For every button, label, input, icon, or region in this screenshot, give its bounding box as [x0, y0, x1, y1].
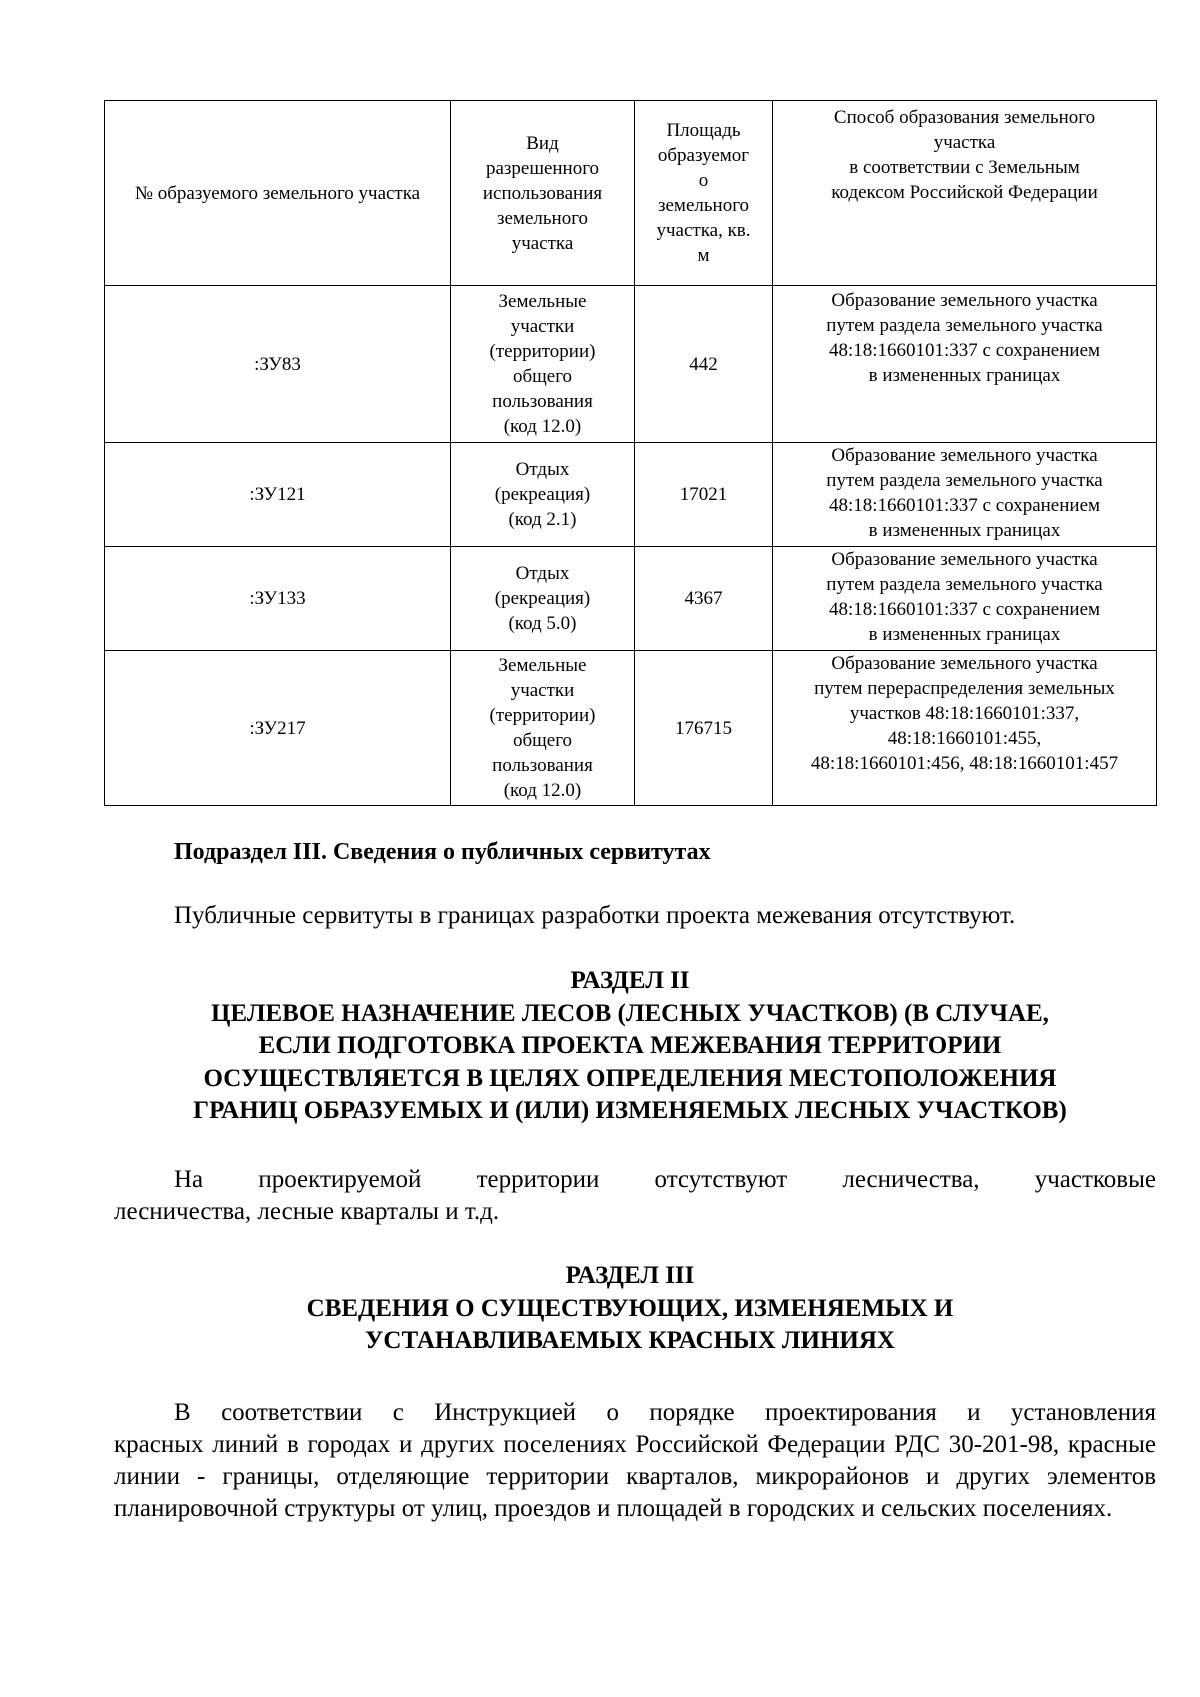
- cell-plot-id: :ЗУ83: [105, 286, 451, 443]
- cell-formation-method: Образование земельного участка путем раздела земельного участка 48:18:1660101:337 с сохранением в измененных границах: [773, 547, 1157, 651]
- cell-permitted-use: Земельные участки (территории) общего пользования (код 12.0): [451, 651, 635, 806]
- cell-area: 17021: [635, 443, 773, 547]
- subsection-title: Подраздел III. Сведения о публичных сервитутах: [174, 839, 711, 865]
- cell-plot-id: :ЗУ217: [105, 651, 451, 806]
- header-formation-method: Способ образования земельного участка в соответствии с Земельным кодексом Российской Федерации: [773, 101, 1157, 286]
- table-row: [105, 286, 1157, 443]
- table-row: [105, 443, 1157, 547]
- forests-paragraph-rest: лесничества, лесные кварталы и т.д.: [114, 1198, 500, 1225]
- section-2-line: ОСУЩЕСТВЛЯЕТСЯ В ЦЕЛЯХ ОПРЕДЕЛЕНИЯ МЕСТОПОЛОЖЕНИЯ: [203, 1064, 1057, 1092]
- header-plot-number: № образуемого земельного участка: [105, 101, 451, 286]
- section-3-line: РАЗДЕЛ III: [565, 1262, 695, 1289]
- land-plots-table: [104, 100, 1157, 806]
- red-lines-paragraph-first-line: В соответствии с Инструкцией о порядке проектирования и установления: [174, 1399, 1156, 1426]
- section-2-line: ГРАНИЦ ОБРАЗУЕМЫХ И (ИЛИ) ИЗМЕНЯЕМЫХ ЛЕСНЫХ УЧАСТКОВ): [193, 1097, 1067, 1124]
- section-2-line: ЦЕЛЕВОЕ НАЗНАЧЕНИЕ ЛЕСОВ (ЛЕСНЫХ УЧАСТКОВ) (В СЛУЧАЕ,: [211, 999, 1049, 1027]
- servitudes-paragraph: Публичные сервитуты в границах разработки проекта межевания отсутствуют.: [174, 902, 1016, 929]
- forests-paragraph: [114, 1164, 1156, 1228]
- cell-permitted-use: Земельные участки (территории) общего пользования (код 12.0): [451, 286, 635, 443]
- section-2-heading: [104, 965, 1156, 1128]
- header-area: Площадь образуемог о земельного участка, кв. м: [635, 101, 773, 286]
- header-permitted-use: Вид разрешенного использования земельного участка: [451, 101, 635, 286]
- forests-paragraph-first-line: На проектируемой территории отсутствуют лесничества, участковые: [174, 1166, 1156, 1193]
- cell-plot-id: :ЗУ121: [105, 443, 451, 547]
- cell-formation-method: Образование земельного участка путем перераспределения земельных участков 48:18:1660101:337, 48:18:1660101:455, 48:18:1660101:456, 48:18:1660101:457: [773, 651, 1157, 806]
- cell-area: 176715: [635, 651, 773, 806]
- table-header-row: [105, 101, 1157, 286]
- table-row: [105, 651, 1157, 806]
- red-lines-paragraph-rest: красных линий в городах и других поселениях Российской Федерации РДС 30-201-98, красные линии - границы, отделяющие территории кварталов, микрорайонов и других элементов планировочной структуры от улиц, проездов и площадей в городских и сельских поселениях.: [114, 1431, 1156, 1522]
- table-row: [105, 547, 1157, 651]
- cell-permitted-use: Отдых (рекреация) (код 5.0): [451, 547, 635, 651]
- cell-area: 4367: [635, 547, 773, 651]
- section-2-line: ЕСЛИ ПОДГОТОВКА ПРОЕКТА МЕЖЕВАНИЯ ТЕРРИТОРИИ: [258, 1032, 1002, 1059]
- cell-plot-id: :ЗУ133: [105, 547, 451, 651]
- cell-formation-method: Образование земельного участка путем раздела земельного участка 48:18:1660101:337 с сохранением в измененных границах: [773, 443, 1157, 547]
- section-3-line: УСТАНАВЛИВАЕМЫХ КРАСНЫХ ЛИНИЯХ: [365, 1327, 895, 1354]
- section-3-line: СВЕДЕНИЯ О СУЩЕСТВУЮЩИХ, ИЗМЕНЯЕМЫХ И: [306, 1294, 954, 1322]
- cell-permitted-use: Отдых (рекреация) (код 2.1): [451, 443, 635, 547]
- cell-formation-method: Образование земельного участка путем раздела земельного участка 48:18:1660101:337 с сохранением в измененных границах: [773, 286, 1157, 443]
- cell-area: 442: [635, 286, 773, 443]
- red-lines-paragraph: [114, 1397, 1156, 1525]
- section-2-line: РАЗДЕЛ II: [570, 967, 690, 994]
- section-3-heading: [104, 1260, 1156, 1358]
